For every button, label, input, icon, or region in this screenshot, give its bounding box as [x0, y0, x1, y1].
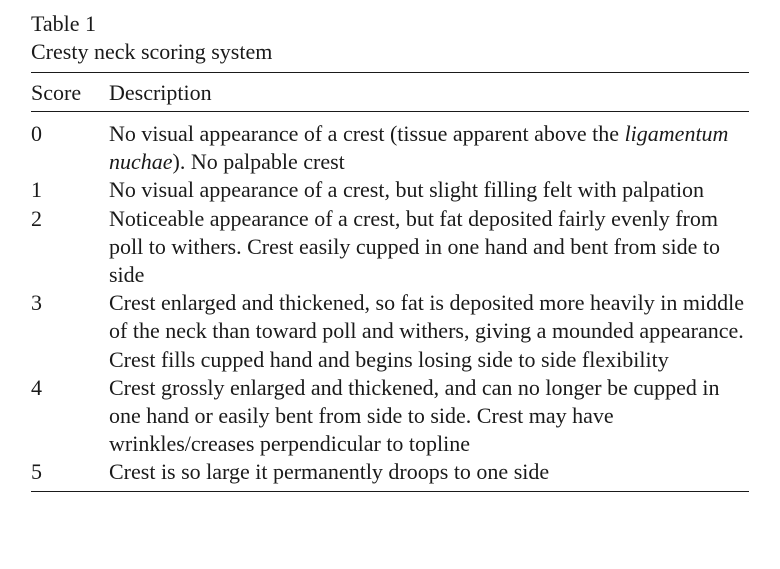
- row-score: 1: [31, 177, 42, 203]
- table-body: [31, 112, 749, 487]
- row-description-text: No visual appearance of a crest (tissue apparent above the: [109, 121, 625, 146]
- header-description: Description: [109, 80, 212, 105]
- row-description: Crest grossly enlarged and thickened, and can no longer be cupped in one hand or easily bent from side to side. Crest may have wrinkles/creases perpendicular to topline: [109, 374, 720, 457]
- row-description: No visual appearance of a crest, but slight filling felt with palpation: [109, 177, 705, 203]
- table-container: [31, 10, 749, 492]
- row-description-text: ). No palpable crest: [172, 149, 345, 175]
- table-row: [31, 205, 749, 290]
- row-description: Crest enlarged and thickened, so fat is deposited more heavily in middle of the neck than toward poll and withers, giving a mounded appearance. Crest fills cupped hand and begins losing side to side flexibility: [109, 290, 744, 372]
- table-row: [31, 176, 749, 204]
- table-row: [31, 374, 749, 459]
- row-score: 2: [31, 205, 42, 231]
- table-row: [31, 458, 749, 486]
- table-title: Cresty neck scoring system: [31, 39, 273, 64]
- row-description: Crest is so large it permanently droops to one side: [109, 459, 550, 485]
- row-description-italic: ligamentum nuchae: [109, 121, 729, 175]
- row-score: 3: [31, 290, 42, 316]
- row-description: Noticeable appearance of a crest, but fat deposited fairly evenly from poll to withers. Crest easily cupped in one hand and bent from side to side: [109, 205, 720, 288]
- row-score: 0: [31, 121, 42, 146]
- table-bottom-rule: [31, 491, 749, 492]
- table-header-row: [31, 73, 749, 111]
- table-row: [31, 289, 749, 374]
- header-score: Score: [31, 80, 82, 105]
- row-score: 4: [31, 374, 42, 400]
- row-score: 5: [31, 459, 42, 485]
- table-label: Table 1: [31, 11, 97, 36]
- row-description: [109, 120, 749, 176]
- table-row: [31, 120, 749, 176]
